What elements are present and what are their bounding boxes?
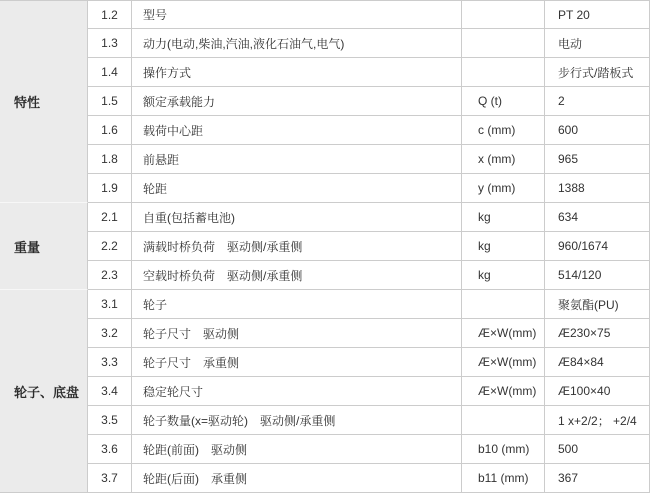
row-number-cell: 3.7 xyxy=(88,464,132,493)
spec-name-cell: 载荷中心距 xyxy=(132,116,462,145)
unit-cell: b11 (mm) xyxy=(462,464,545,493)
row-number-cell: 3.4 xyxy=(88,377,132,406)
unit-cell: Æ×W(mm) xyxy=(462,377,545,406)
unit-cell: kg xyxy=(462,203,545,232)
value-cell: 电动 xyxy=(545,29,650,58)
unit-cell: kg xyxy=(462,232,545,261)
table-row xyxy=(0,290,650,319)
value-cell: 514/120 xyxy=(545,261,650,290)
row-number-cell: 3.2 xyxy=(88,319,132,348)
spec-name-cell: 轮距(前面) 驱动侧 xyxy=(132,435,462,464)
row-number-cell: 1.9 xyxy=(88,174,132,203)
value-cell: 960/1674 xyxy=(545,232,650,261)
unit-cell: Q (t) xyxy=(462,87,545,116)
unit-cell: y (mm) xyxy=(462,174,545,203)
table-row xyxy=(0,348,650,377)
unit-cell: kg xyxy=(462,261,545,290)
category-cell-weight: 重量 xyxy=(0,203,88,290)
row-number-cell: 3.5 xyxy=(88,406,132,435)
value-cell: 600 xyxy=(545,116,650,145)
spec-name-cell: 型号 xyxy=(132,0,462,29)
spec-name-cell: 操作方式 xyxy=(132,58,462,87)
row-number-cell: 1.4 xyxy=(88,58,132,87)
spec-name-cell: 轮子尺寸 驱动侧 xyxy=(132,319,462,348)
table-row xyxy=(0,261,650,290)
spec-name-cell: 轮距(后面) 承重侧 xyxy=(132,464,462,493)
row-number-cell: 2.3 xyxy=(88,261,132,290)
value-cell: Æ100×40 xyxy=(545,377,650,406)
table-row xyxy=(0,174,650,203)
row-number-cell: 3.1 xyxy=(88,290,132,319)
value-cell: 500 xyxy=(545,435,650,464)
value-cell: PT 20 xyxy=(545,0,650,29)
value-cell: 634 xyxy=(545,203,650,232)
row-number-cell: 1.3 xyxy=(88,29,132,58)
unit-cell xyxy=(462,29,545,58)
table-row xyxy=(0,232,650,261)
value-cell: Æ230×75 xyxy=(545,319,650,348)
row-number-cell: 1.8 xyxy=(88,145,132,174)
table-row xyxy=(0,87,650,116)
table-row xyxy=(0,464,650,493)
unit-cell xyxy=(462,0,545,29)
row-number-cell: 3.3 xyxy=(88,348,132,377)
category-cell-wheels-chassis: 轮子、底盘 xyxy=(0,290,88,493)
value-cell: 1388 xyxy=(545,174,650,203)
unit-cell: b10 (mm) xyxy=(462,435,545,464)
row-number-cell: 1.2 xyxy=(88,0,132,29)
value-cell: 965 xyxy=(545,145,650,174)
row-number-cell: 1.6 xyxy=(88,116,132,145)
table-row xyxy=(0,319,650,348)
unit-cell: Æ×W(mm) xyxy=(462,348,545,377)
category-cell-characteristics: 特性 xyxy=(0,0,88,203)
spec-name-cell: 稳定轮尺寸 xyxy=(132,377,462,406)
value-cell: Æ84×84 xyxy=(545,348,650,377)
spec-name-cell: 满载时桥负荷 驱动侧/承重侧 xyxy=(132,232,462,261)
row-number-cell: 1.5 xyxy=(88,87,132,116)
spec-name-cell: 额定承载能力 xyxy=(132,87,462,116)
unit-cell xyxy=(462,406,545,435)
table-row xyxy=(0,29,650,58)
spec-name-cell: 轮距 xyxy=(132,174,462,203)
spec-name-cell: 自重(包括蓄电池) xyxy=(132,203,462,232)
spec-name-cell: 空载时桥负荷 驱动侧/承重侧 xyxy=(132,261,462,290)
table-row xyxy=(0,58,650,87)
unit-cell: x (mm) xyxy=(462,145,545,174)
table-row xyxy=(0,435,650,464)
spec-name-cell: 动力(电动,柴油,汽油,液化石油气,电气) xyxy=(132,29,462,58)
row-number-cell: 3.6 xyxy=(88,435,132,464)
table-row xyxy=(0,0,650,29)
table-row xyxy=(0,406,650,435)
value-cell: 步行式/踏板式 xyxy=(545,58,650,87)
table-row xyxy=(0,116,650,145)
table-row xyxy=(0,203,650,232)
row-number-cell: 2.2 xyxy=(88,232,132,261)
unit-cell: c (mm) xyxy=(462,116,545,145)
spec-name-cell: 轮子数量(x=驱动轮) 驱动侧/承重侧 xyxy=(132,406,462,435)
spec-name-cell: 轮子尺寸 承重侧 xyxy=(132,348,462,377)
unit-cell xyxy=(462,290,545,319)
table-row xyxy=(0,145,650,174)
unit-cell: Æ×W(mm) xyxy=(462,319,545,348)
spec-name-cell: 前悬距 xyxy=(132,145,462,174)
unit-cell xyxy=(462,58,545,87)
spec-name-cell: 轮子 xyxy=(132,290,462,319)
value-cell: 聚氨酯(PU) xyxy=(545,290,650,319)
value-cell: 1 x+2/2； +2/4 xyxy=(545,406,650,435)
row-number-cell: 2.1 xyxy=(88,203,132,232)
value-cell: 2 xyxy=(545,87,650,116)
value-cell: 367 xyxy=(545,464,650,493)
table-row xyxy=(0,377,650,406)
